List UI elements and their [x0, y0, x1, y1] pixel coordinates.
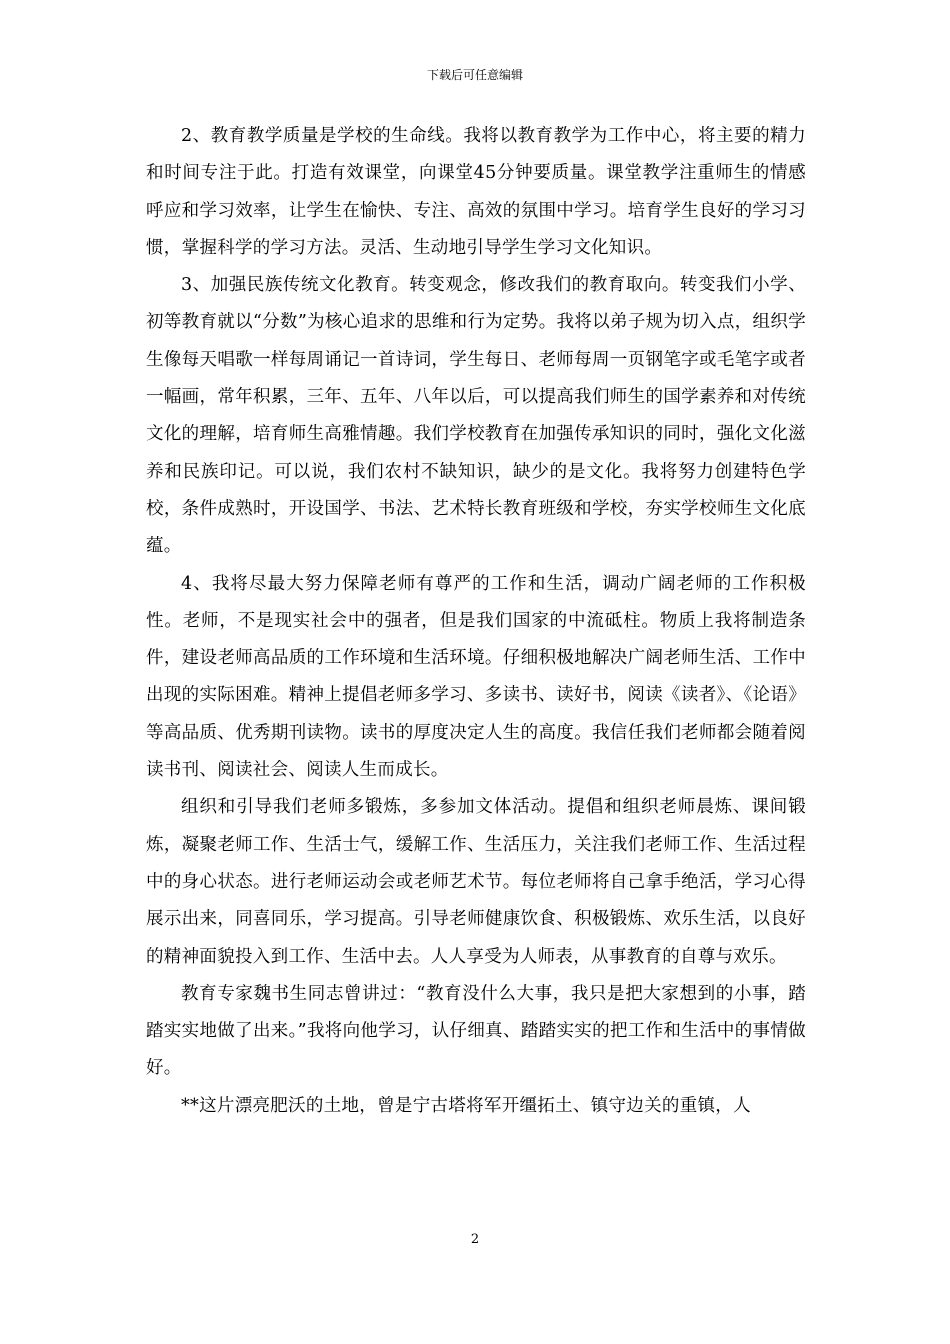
page-header: 下载后可任意编辑: [426, 68, 523, 82]
paragraph: 4、我将尽最大努力保障老师有尊严的工作和生活，调动广阔老师的工作积极性。老师，不是现实社会中的强者，但是我们国家的中流砥柱。物质上我将制造条件，建设老师高品质的工作环境和生活环境。仔细积极地解决广阔老师生活、工作中出现的实际困难。精神上提倡老师多学习、多读书、读好书，阅读《读者》、《论语》等高品质、优秀期刊读物。读书的厚度决定人生的高度。我信任我们老师都会随着阅读书刊、阅读社会、阅读人生而成长。: [146, 573, 806, 781]
paragraph: 组织和引导我们老师多锻炼，多参加文体活动。提倡和组织老师晨炼、课间锻炼，凝聚老师工作、生活士气，缓解工作、生活压力，关注我们老师工作、生活过程中的身心状态。进行老师运动会或老师艺术节。每位老师将自己拿手绝活，学习心得展示出来，同喜同乐，学习提高。引导老师健康饮食、积极锻炼、欢乐生活，以良好的精神面貌投入到工作、生活中去。人人享受为人师表，从事教育的自尊与欢乐。: [146, 797, 806, 967]
paragraph: **这片漂亮肥沃的土地，曾是宁古塔将军开缰拓土、镇守边关的重镇，人: [181, 1095, 751, 1116]
paragraph: 教育专家魏书生同志曾讲过：“教育没什么大事，我只是把大家想到的小事，踏踏实实地做了出来。”我将向他学习，认仔细真、踏踏实实的把工作和生活中的事情做好。: [146, 983, 806, 1079]
document-body: [146, 118, 806, 1125]
paragraph: 2、教育教学质量是学校的生命线。我将以教育教学为工作中心，将主要的精力和时间专注于此。打造有效课堂，向课堂45分钟要质量。课堂教学注重师生的情感呼应和学习效率，让学生在愉快、专注、高效的氛围中学习。培育学生良好的学习习惯，掌握科学的学习方法。灵活、生动地引导学生学习文化知识。: [146, 126, 806, 258]
page-number: 2: [470, 1232, 480, 1247]
paragraph: 3、加强民族传统文化教育。转变观念，修改我们的教育取向。转变我们小学、初等教育就以“分数”为核心追求的思维和行为定势。我将以弟子规为切入点，组织学生像每天唱歌一样每周诵记一首诗词，学生每日、老师每周一页钢笔字或毛笔字或者一幅画，常年积累，三年、五年、八年以后，可以提高我们师生的国学素养和对传统文化的理解，培育师生高雅情趣。我们学校教育在加强传承知识的同时，强化文化滋养和民族印记。可以说，我们农村不缺知识，缺少的是文化。我将努力创建特色学校，条件成熟时，开设国学、书法、艺术特长教育班级和学校，夯实学校师生文化底蕴。: [146, 275, 806, 557]
